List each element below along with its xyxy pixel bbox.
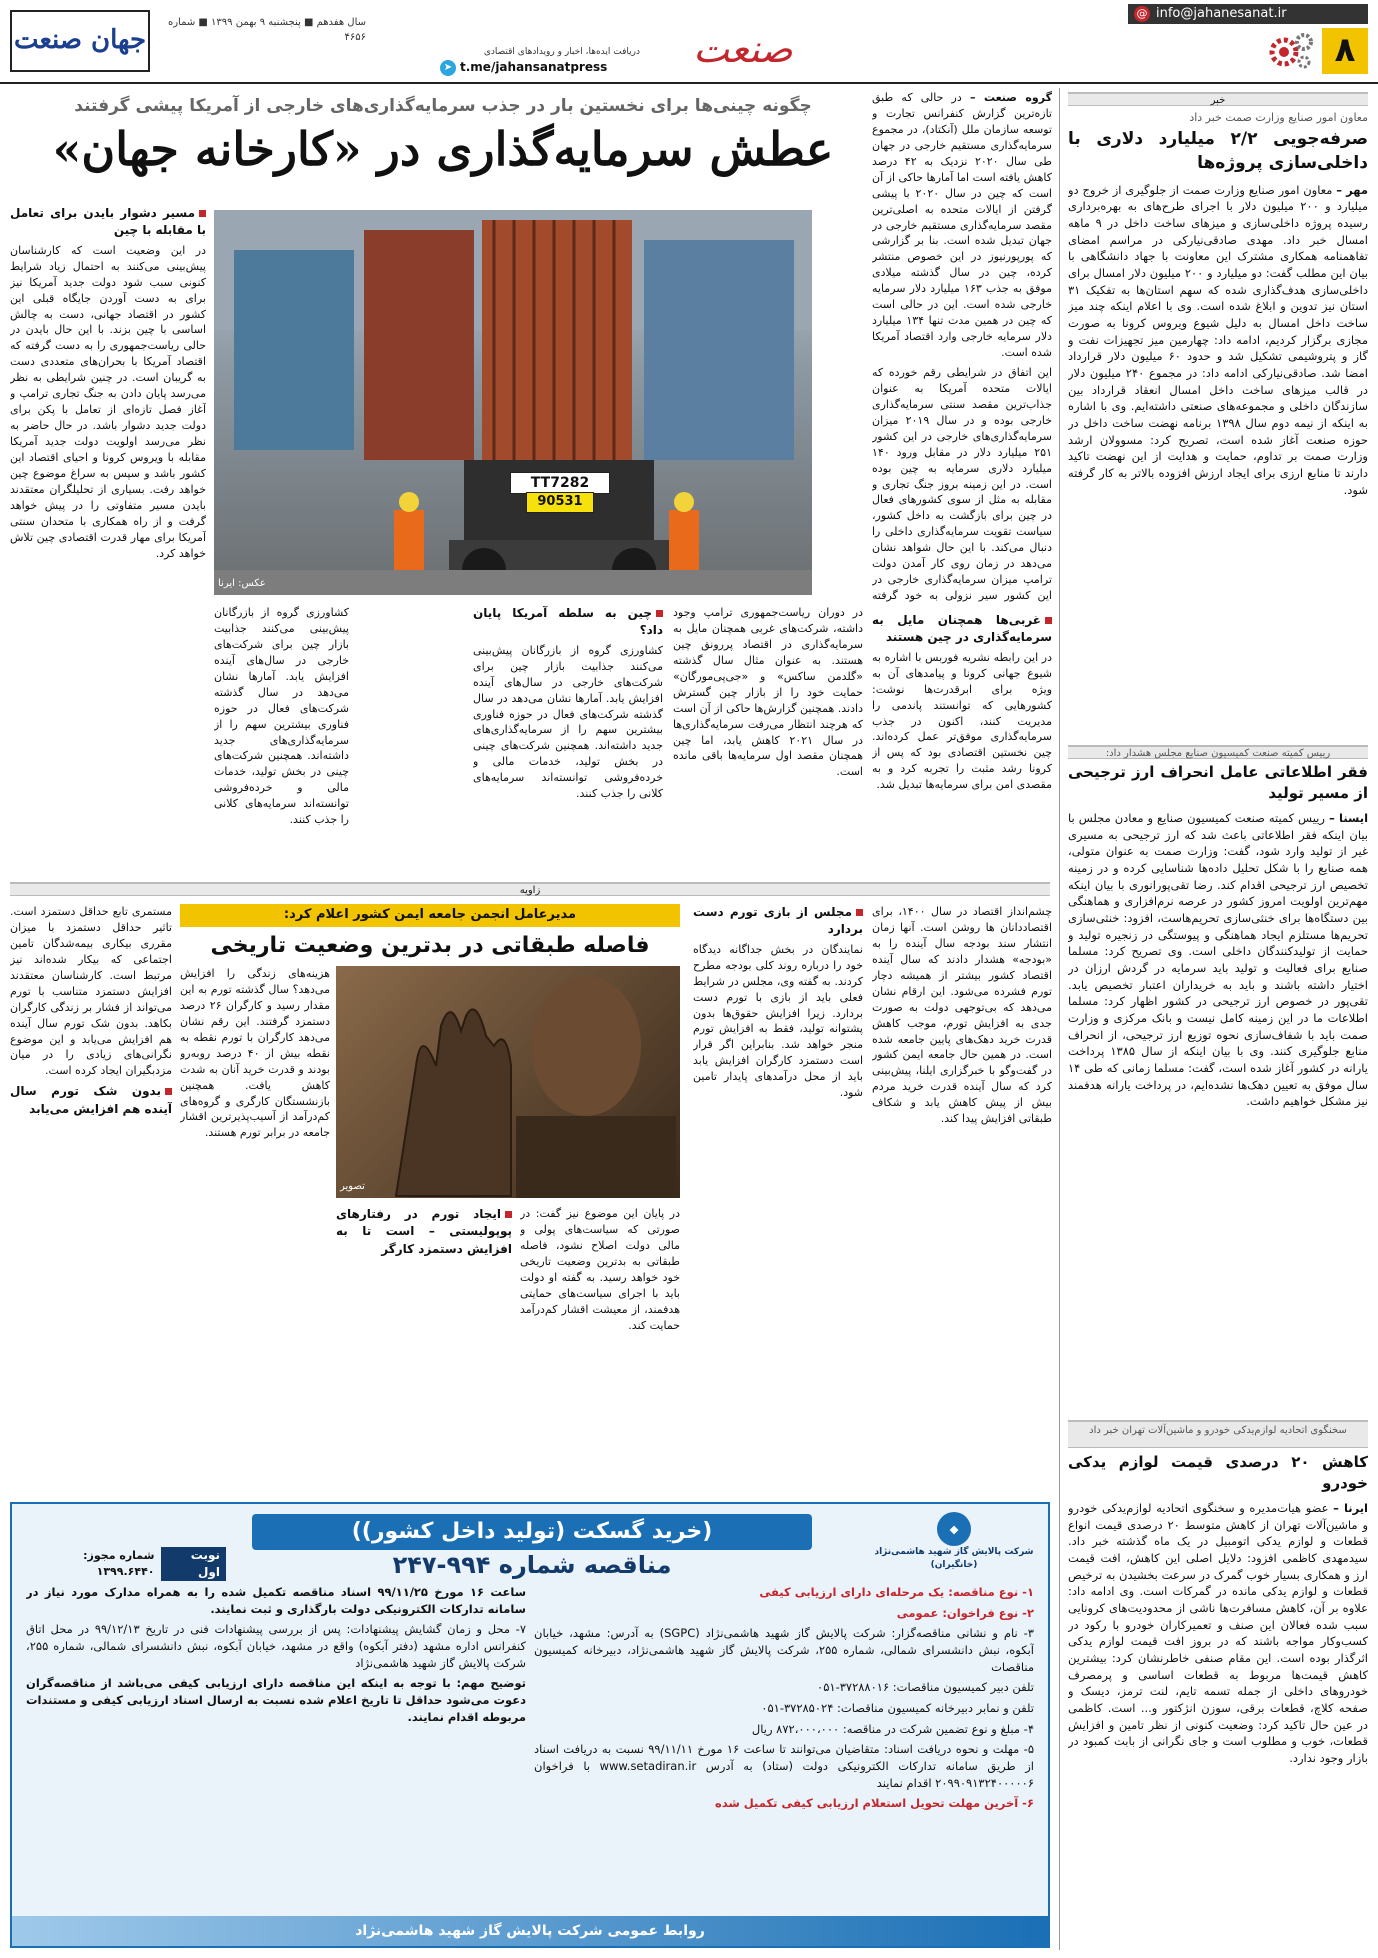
news2-kicker: رییس کمیته صنعت کمیسیون صنایع مجلس هشدار داد: [1105, 748, 1331, 759]
sub-a2-marker [856, 909, 863, 916]
ad-left-col [26, 1584, 526, 1904]
lead-bottom-col1 [872, 612, 1052, 870]
news1-kicker: معاون امور صنایع وزارت صمت خبر داد [1189, 111, 1368, 124]
ad-item-2: ۲- نوع فراخوان: عمومی [896, 1605, 1034, 1620]
article2-col4 [336, 1206, 512, 1494]
lead-body-c2: کشاورزی گروه از بازرگانان پیش‌بینی می‌کنند جذابیت بازار چین برای شرکت‌های خارجی در سال‌های آینده افزایش یابد. آمارها نشان می‌دهد در سال گذشته شرکت‌های فعال در حوزه فناوری بیشترین سهم را از سرمایه‌گذاری‌های جدید داشته‌اند. همچنین شرکت‌های چینی در بخش تولید، خدمات مالی و خرده‌فروشی توانسته‌اند سرمایه‌های کلانی را جذب کنند. [214, 606, 349, 827]
article2-col6 [10, 904, 172, 1494]
news2 [1068, 762, 1368, 1402]
lead-photo [214, 210, 812, 595]
article2-photo-credit: تصویر [340, 1180, 365, 1192]
article2-col3 [520, 1206, 680, 1494]
news3 [1068, 1452, 1368, 1948]
lead-title: عطش سرمایه‌گذاری در «کارخانه جهان» [52, 122, 834, 176]
gear-icon [1268, 30, 1314, 74]
ad-notice-number: شماره مجوز: ۱۳۹۹.۶۴۴۰ [83, 1549, 155, 1578]
lead-col2: این اتفاق در شرایطی رقم خورده که ایالات متحده آمریکا به عنوان جذاب‌ترین مقصد سنتی سرمایه‌گذاری خارجی بوده و در سال ۲۰۱۹ میزان سرمایه‌گذاری‌های خارجی در این کشور ۲۵۱ میلیارد دلار در مقابل ورود ۱۴۰ میلیارد دلاری سرمایه به چین بوده است. در این زمینه بروز جنگ تجاری و مقابله به مثل از سوی کشورهای فعال در چین برای بازگشت به داخل کشور، سیاست تقویت سرمایه‌گذاری داخلی را دنبال می‌کند. با این حال شواهد نشان می‌دهد در زمان روی کار آمدن دولت ترامپ میزان سرمایه‌گذاری خارجی در این کشور سیر نزولی به خود گرفته [872, 365, 1052, 603]
logo-text: جهان صنعت [13, 25, 147, 56]
zavieh-bar [10, 882, 1050, 896]
right-col-divider [1059, 88, 1060, 1950]
news2-body: ایسنا – رییس کمیته صنعت کمیسیون صنایع و معادن مجلس با بیان اینکه فقر اطلاعاتی باعث شد که ارز ترجیحی به مسیری غیر از تولید وارد شود، گفت: وزارت صمت به عنوان متولی، همه صنایع را با شکل تحلیل داده‌ها شناسایی کرده و در زمینه تخصیص ارز ترجیحی اقدام کند. رضا تقی‌پورانوری با بیان اینکه مهم‌ترین اولویت امروز کشور در عرصه نرم‌افزاری و هماهنگی بین دستگاه‌ها برای خنثی‌سازی تحریم‌هاست، افزود: خنثی‌سازی تحریم‌ها مستلزم ایجاد هماهنگی و پیوستگی در زنجیره تولید و حمایت از تولیدکنندگان داخلی است. وی تصریح کرد: مسلما صنایع برای فعالیت و تولید باید سرمایه در گردش ارزان در اختیار داشته باشند و باید به خریداران اعتبار تخصیص یابد. تقی‌پور در خصوص ارز ترجیحی در کشور اظهار کرد: مسلما اطلاعات ما در این زمینه کامل نیست و بانک مرکزی و وزارت صمت باید با شفاف‌سازی نحوه توزیع ارز ترجیحی، از انحراف منابع جلوگیری کنند. وی با بیان اینکه از سال ۱۳۸۵ پرداخت یارانه در کشور آغاز شده است، گفت: مسلما زمانی که طی ۱۴ سال موفق به تعیین دهک‌ها نشده‌ایم، در پرداخت یارانه هدفمند نیز مشکل خواهیم داشت. [1068, 811, 1368, 1109]
ad-item-4: تلفن دبیر کمیسیون مناقصات: ۳۷۲۸۸۰۱۶-۰۵۱ [817, 1680, 1034, 1695]
news2-bar [1068, 745, 1368, 759]
news2-lead: ایسنا – [1328, 811, 1368, 825]
news1-title: صرفه‌جویی ۲/۲ میلیارد دلاری با داخلی‌سازی پروژه‌ها [1068, 128, 1368, 173]
ad-notice-row [26, 1547, 226, 1579]
article2-col6-text: مستمری تابع حداقل دستمزد است. تاثیر حداقل دستمزد با میزان مقرری بیکاری بیمه‌شدگان تامین اجتماعی که بیکار شده‌اند نیز مرتبط است. کارشناسان معتقدند افزایش دستمزد متناسب با تورم می‌تواند از فشار بر زندگی کارگران بکاهد. بدون شک تورم سال آینده هم افزایش می‌یابد و این موضوع نگرانی‌های زیادی را در میان مزدبگیران ایجاد کرده است. [10, 905, 172, 1078]
section-title: صنعت [693, 27, 793, 71]
news3-kicker: سخنگوی اتحادیه لوازم‌یدکی خودرو و ماشین‌آلات تهران خبر داد [1089, 1425, 1347, 1436]
lead-body-d: در این وضعیت است که کارشناسان پیش‌بینی می‌کنند به احتمال زیاد شرایط کنونی سبب شود دولت جدید آمریکا نیز برای به دست آوردن جایگاه قبلی این کشور در اقتصاد جهانی، دست به چالش اساسی با چین بزند. با این حال بایدن در حالی ریاست‌جمهوری را به دست گرفته که اقتصاد آمریکا با بحران‌های متعددی دست به گریبان است. در چنین شرایطی به نظر می‌رسد پایان دادن به جنگ تجاری ترامپ و آغاز فصل تازه‌ای از تعامل با پکن برای دولت جدید دشوار باشد. در حال حاضر به نظر می‌رسد اولویت دولت جدید آمریکا مقابله با ویروس کرونا و احیای اقتصاد این کشور باشد و سپس به سراغ موضوع چین خواهد رفت. بسیاری از تحلیلگران معتقدند بایدن مسیر متفاوتی را در پیش خواهد گرفت و از راه همکاری با متحدان سنتی آمریکا برای مهار قدرت اقتصادی چین تلاش خواهد کرد. [10, 243, 206, 560]
ad-item-7: ۵- مهلت و نحوه دریافت اسناد: متقاضیان می‌توانند تا ساعت ۱۶ مورخ ۹۹/۱۱/۱۱ نسبت به دریافت اسناد از طریق سامانه تدارکات الکترونیکی دولت (ستاد) به آدرس www.setadiran.ir با فراخوان ۲۰۹۹۰۹۱۳۲۴۰۰۰۰۰۶ اقدام نمایند [534, 1742, 1034, 1790]
lead-col-left [10, 205, 206, 870]
lead-body-c: کشاورزی گروه از بازرگانان پیش‌بینی می‌کنند جذابیت بازار چین برای شرکت‌های خارجی در سال‌های آینده افزایش یابد. آمارها نشان می‌دهد در سال گذشته شرکت‌های فعال در حوزه فناوری بیشترین سهم را از سرمایه‌گذاری‌های جدید داشته‌اند. همچنین شرکت‌های چینی در بخش تولید، خدمات مالی و خرده‌فروشی توانسته‌اند سرمایه‌های کلانی را جذب کنند. [473, 643, 663, 801]
ad-tender: مناقصه شماره ۹۹۴-۲۴۷ [392, 1551, 672, 1579]
lead-intro-col [872, 90, 1052, 605]
masthead-divider [0, 82, 1378, 84]
article2-sub-c: بدون شک تورم سال آینده هم افزایش می‌یابد [10, 1084, 172, 1116]
news2-title: فقر اطلاعاتی عامل انحراف ارز ترجیحی از مسیر تولید [1068, 763, 1368, 802]
lead-intro: گروه صنعت – در حالی که طبق تازه‌ترین گزارش کنفرانس تجارت و توسعه سازمان ملل (آنکتاد)، در مجموع سرمایه‌گذاری مستقیم خارجی در جهان طی سال ۲۰۲۰ نزدیک به ۴۲ درصد کاهش یافته است اما آمارها حاکی از آن است که چین در سال ۲۰۲۰ با پیشی گرفتن از ایالات متحده به اصلی‌ترین مقصد سرمایه‌گذاری مستقیم خارجی در جهان تبدیل شده است. بنا بر گزارشی که پورپورنیوز در این خصوص منتشر کرده، چین در سال گذشته میلادی موفق به جذب ۱۶۳ میلیارد دلار سرمایه خارجی شده است. این در حالی است که چین در همین مدت تنها ۱۳۴ میلیارد دلار سرمایه خارجی وارد اقتصاد آمریکا شده است. [872, 91, 1052, 359]
ad-company: شرکت پالایش گاز شهید هاشمی‌نژاد (خانگیران) [874, 1547, 1034, 1571]
article2-kicker: مدیرعامل انجمن جامعه ایمن کشور اعلام کرد: [180, 904, 680, 927]
article2-col5 [180, 966, 330, 1494]
article2-sub-b: ایجاد تورم در رفتارهای پوپولیستی – است تا به افزایش دستمزد کارگر [336, 1207, 512, 1256]
ad-right-item-1: ساعت ۱۶ مورخ ۹۹/۱۱/۲۵ اسناد مناقصه تکمیل شده را به همراه مدارک مورد نیاز در سامانه تدارکات الکترونیکی دولت بارگذاری و ثبت نمایند. [26, 1585, 526, 1616]
lead-body-b: در این رابطه نشریه فوربس با اشاره به شیوع جهانی کرونا و پیامدهای آن به ویژه برای ابرقدرت‌ها نوشت: کشورهایی که توانستند پاندمی را مدیریت کنند، اکنون در جذب سرمایه‌گذاری موفق‌تر عمل کرده‌اند. چین نخستین اقتصادی بود که پس از کرونا رشد مثبت را تجربه کرد و به مقصدی امن برای سرمایه‌ها تبدیل شد. [872, 650, 1052, 792]
ad-item-3: ۳- نام و نشانی مناقصه‌گزار: شرکت پالایش گاز شهید هاشمی‌نژاد (SGPC) به آدرس: مشهد، خیابان آبکوه، نبش دانشسرای شمالی، شماره ۲۵۵، شرکت پالایش گاز شهید هاشمی‌نژاد، دبیرخانه کمیسیون مناقصات [534, 1626, 1034, 1674]
sub-b2-marker [505, 1211, 512, 1218]
tender-ad [10, 1502, 1050, 1948]
news3-lead: ایرنا – [1333, 1501, 1368, 1515]
ad-notice-round: نوبت اول [161, 1547, 227, 1582]
sub-c2-marker [165, 1088, 172, 1095]
article2-col1 [872, 904, 1052, 1494]
ad-heading: (خرید گسکت (تولید داخل کشور)) [252, 1514, 812, 1550]
ad-right-item-2: ۷- محل و زمان گشایش پیشنهادات: پس از بررسی پیشنهادات فنی در تاریخ ۹۹/۱۲/۱۳ در محل اتاق کنفرانس اداره مشهد (دفتر آبکوه) واقع در مشهد، خیابان آبکوه، نبش دانشسرای شمالی، شماره ۲۵۵، شرکت پالایش گاز شهید هاشمی‌نژاد [26, 1622, 526, 1670]
lead-body-a: در دوران ریاست‌جمهوری ترامپ وجود داشته، شرکت‌های غربی همچنان مایل به سرمایه‌گذاری در اقتصاد پررونق چین هستند. به عنوان مثال سال گذشته «گلدمن ساکس» و «جی‌پی‌مورگان» حمایت خود را از بازار چین گسترش دادند. همچنین گزارش‌ها حاکی از آن است که هرچند انتظار می‌رفت سرمایه‌گذاری‌ها در سال ۲۰۲۱ کاهش یابد، اما چین همچنان مقصد اول سرمایه‌ها باقی مانده است. [673, 606, 863, 779]
email-text: info@jahanesanat.ir [1156, 5, 1287, 21]
masthead [0, 0, 1378, 82]
news1 [1068, 110, 1368, 730]
truck-plate-top: TT7282 [510, 472, 610, 494]
ad-footer: روابط عمومی شرکت پالایش گاز شهید هاشمی‌نژاد [12, 1916, 1048, 1946]
page-number-box [1322, 28, 1368, 74]
lead-sub-c: مسیر دشوار بایدن برای تعامل با مقابله با چین [10, 206, 206, 238]
article2-sub-a: مجلس از بازی تورم دست بردارد [693, 905, 863, 937]
truck-plate-bottom: 90531 [526, 492, 594, 513]
news1-lead: مهر – [1336, 182, 1368, 197]
telegram-label: دریافت ایده‌ها، اخبار و رویدادهای اقتصادی [483, 47, 640, 57]
article2-col2 [693, 904, 863, 1494]
article2-title: فاصله طبقاتی در بدترین وضعیت تاریخی [210, 933, 650, 958]
logo [10, 10, 150, 72]
news3-bar [1068, 1420, 1368, 1448]
ad-logo [874, 1512, 1034, 1582]
lead-bottom-col2 [673, 605, 863, 870]
sub-b-marker [656, 610, 663, 617]
news-section-label: خبر [1210, 95, 1226, 106]
email-icon: @ [1134, 6, 1150, 22]
telegram-handle: t.me/jahansanatpress [460, 60, 608, 75]
news-section-bar [1068, 92, 1368, 106]
lead-intro-label: گروه صنعت – [969, 91, 1052, 104]
article2-photo [336, 966, 680, 1198]
article2-col2-text: نمایندگان در بخش جداگانه دیدگاه خود را درباره روند کلی بودجه مطرح کردند. به گفته وی، مجلس در شرایط فعلی باید از بازی با تورم دست بردارد. زیرا افزایش حقوق‌ها بدون پشتوانه تولید، فقط به افزایش تورم منجر خواهد شد. بنابراین اگر قرار است دستمزد کارگران افزایش یابد باید از محل درآمدهای پایدار تامین شود. [693, 942, 863, 1100]
ad-item-8: ۶- آخرین مهلت تحویل استعلام ارزیابی کیفی تکمیل شده [715, 1796, 1034, 1811]
telegram-icon: ➤ [440, 60, 456, 76]
issue-info: سال هفدهم ■ پنجشنبه ۹ بهمن ۱۳۹۹ ■ شماره ۴۶۵۶ [167, 17, 366, 43]
news3-body: ایرنا – عضو هیات‌مدیره و سخنگوی اتحادیه لوازم‌یدکی خودرو و ماشین‌آلات تهران از کاهش متوسط ۲۰ درصدی قیمت انواع قطعات و لوازم یدکی اتومبیل در یک ماه گذشته خبر داد. سیدمهدی کاظمی افزود: دلایل اصلی این کاهش، افت قیمت ارز و همکاری بسیار خوب گمرک در سرعت بخشیدن به ترخیص قطعات و لوازم یدکی مانده در گمرکات است. وی ادامه داد: علاوه بر آن، کاهش مسافرت‌ها ناشی از محدودیت‌های کرونایی سبب شده فعالان این صنف و تعمیرکاران خودرو با رکود در کسب‌وکار مواجه باشند که در بروز افت قیمت لوازم یدکی اثرگذار بوده است. این مقام صنفی خاطرنشان کرد: بیشترین کاهش قیمت‌ها مربوط به قطعات اساسی و پرمصرف خودروهای داخلی از جمله تسمه تایم، لنت ترمز، دیسک و صفحه کلاچ، قطعات برقی، سوزن انژکتور و... است. کاظمی در عین حال تاکید کرد: وضعیت کنونی از نظر تامین و افزایش قطعات، خوب و مطلوب است و جای نگرانی از بابت کمبود در بازار وجود ندارد. [1068, 1501, 1368, 1766]
email-row[interactable] [1128, 4, 1368, 24]
lead-sub-b: چین به سلطه آمریکا پایان داد؟ [473, 606, 663, 638]
lead-sub-a: غربی‌ها همچنان مایل به سرمایه‌گذاری در چین هستند [872, 613, 1052, 645]
news3-title: کاهش ۲۰ درصدی قیمت لوازم یدکی خودرو [1068, 1453, 1368, 1492]
telegram-block[interactable] [440, 46, 640, 78]
ad-right-col [534, 1584, 1034, 1904]
news1-body: مهر – معاون امور صنایع وزارت صمت از جلوگیری از خروج دو میلیارد و ۲۰۰ میلیون دلار با اجرای طرح‌های به بهره‌برداری رسیده پروژه داخلی‌سازی و میزهای ساخت داخل در ۹ ماهه امسال خبر داد. مهدی صادقی‌نیارکی در مراسم امضای تفاهمنامه همکاری مشترک این معاونت با جهاد دانشگاهی با بیان این مطلب گفت: دو میلیارد و ۲۰۰ میلیون دلار امسال برای داخلی‌سازی هدف‌گذاری شده که سهم استان‌ها به تفکیک ۳۱ استان نیز تدوین و ابلاغ شده است. وی با اعلام اینکه چند میز ساخت داخل امسال به دلیل شیوع ویروس کرونا به صورت مجازی برگزار کردیم، ادامه داد: چهارمین میز تجهیزات نفت و گاز و پتروشیمی تشکیل شد و حدود ۶۰ میلیون دلار قرارداد امضا شد. صادقی‌نیارکی ادامه داد: در مجموع ۲۴۰ میلیون دلار در قالب میزهای ساخت داخل امسال انعقاد قرارداد بین سازندگان داخلی و مجموعه‌های صنعتی داشته‌ایم. وی با اشاره به اینکه از نیمه دوم سال ۱۳۹۸ برنامه نهضت ساخت داخل در حوزه صنعت آغاز شده است، تصریح کرد: مسوولان ارشد وزارت صمت بر تداوم، حمایت و هدایت از این نهضت تاکید دارند تا منابع ارزی برای ایجاد ارزش افزوده بالاتر به کار گرفته شود. [1068, 182, 1368, 497]
lead-kicker: چگونه چینی‌ها برای نخستین بار در جذب سرمایه‌گذاری‌های خارجی از آمریکا پیشی گرفتند [74, 96, 812, 116]
sub-a-marker [1045, 617, 1052, 624]
article2-col1-text: چشم‌انداز اقتصاد در سال ۱۴۰۰، برای اقتصاددانان ها روشن است. آنها زمان انتشار سند بودجه سال آینده را به «بودجه» هشدار دادند که سال آینده اقتصاد کشور بیشتر از همیشه دچار تورم فشرده می‌شود. این ارقام نشان می‌دهد که بی‌توجهی دولت به صورت جدی به افزایش تورم، موجب کاهش قدرت خرید دهک‌های پایین جامعه شده است. در همین حال جامعه ایمن کشور در گفت‌وگو با خبرگزاری ایلنا، پیش‌بینی کرد که سال آینده قدرت خرید مردم بیش از پیش کاهش یابد و شکاف طبقاتی افزایش پیدا کند. [872, 905, 1052, 1126]
sub-c-marker [199, 210, 206, 217]
lead-bottom-col4 [214, 605, 349, 870]
lead-bottom-col3 [473, 605, 663, 870]
ad-item-5: تلفن و نمابر دبیرخانه کمیسیون مناقصات: ۳۷۲۸۵۰۲۴-۰۵۱ [761, 1701, 1034, 1716]
lead-photo-credit: عکس: ایرنا [218, 577, 266, 589]
article2-col3-text: در پایان این موضوع نیز گفت: در صورتی که سیاست‌های پولی و مالی دولت اصلاح نشود، فاصله طبقاتی به بدترین وضعیت تاریخی خود خواهد رسید. به گفته او دولت باید با اجرای سیاست‌های حمایتی هدفمند، از معیشت اقشار کم‌درآمد حمایت کند. [520, 1207, 680, 1332]
article2-col5-text: هزینه‌های زندگی را افزایش می‌دهد؟ سال گذشته تورم به این مقدار رسید و کارگران ۲۶ درصد دستمزد گرفتند. این رقم نشان می‌دهد کارگران با تورم نقطه به نقطه بیش از ۴۰ درصد روبه‌رو بودند و قدرت خرید آنان به شدت کاهش یافت. همچنین بازنشستگان کارگری و گروه‌های کم‌درآمد از آسیب‌پذیرترین اقشار جامعه در برابر تورم هستند. [180, 967, 330, 1140]
ad-item-6: ۴- مبلغ و نوع تضمین شرکت در مناقصه: ۸۷۲،۰۰۰،۰۰۰ ریال [751, 1721, 1034, 1736]
page-number: ۸ [1334, 30, 1356, 71]
zavieh-label: زاویه [519, 885, 541, 896]
ad-right-item-3: توضیح مهم: با توجه به اینکه این مناقصه دارای ارزیابی کیفی می‌باشد از مناقصه‌گران دعوت می‌شود حداقل تا تاریخ اعلام شده نسبت به ارسال اسناد ارزیابی کیفی و مستندات مربوطه اقدام نمایند. [26, 1676, 526, 1724]
ad-item-1: ۱- نوع مناقصه: یک مرحله‌ای دارای ارزیابی کیفی [759, 1585, 1034, 1599]
gas-company-icon: ◆ [937, 1512, 971, 1546]
